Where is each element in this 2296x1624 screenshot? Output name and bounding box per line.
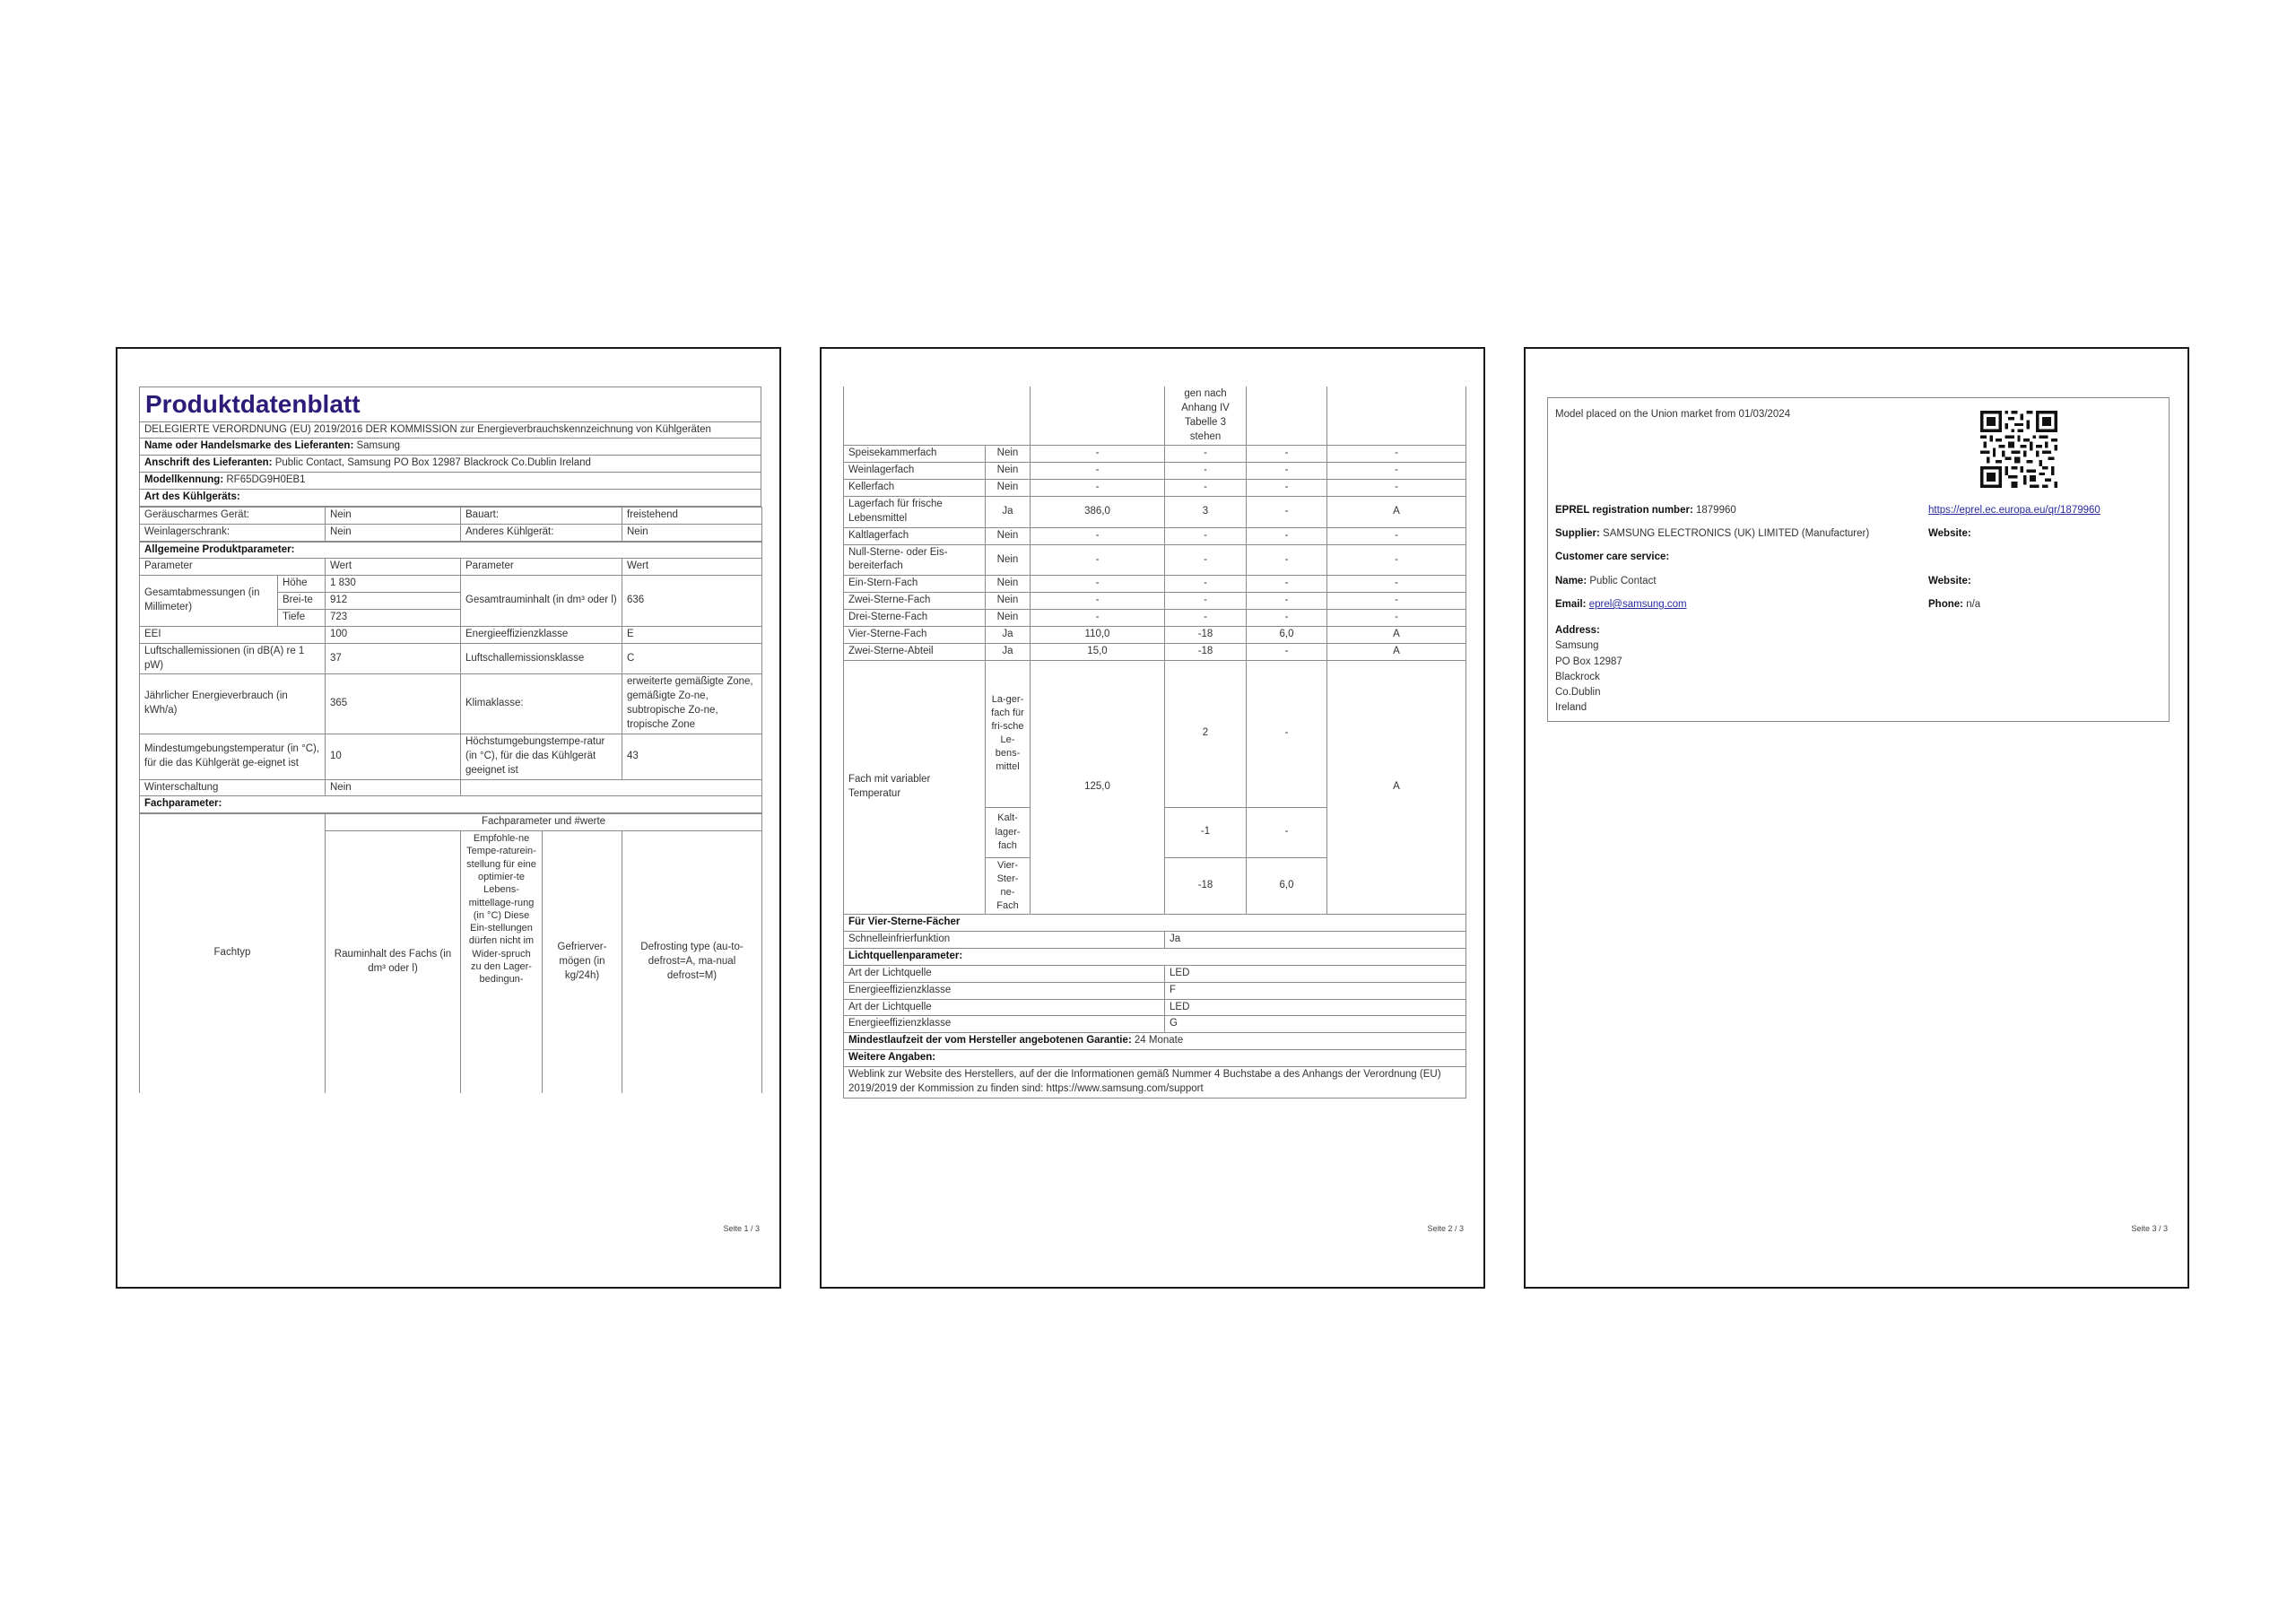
table-row bbox=[844, 576, 1466, 593]
supplier-row bbox=[1555, 528, 1869, 539]
table-row bbox=[844, 626, 1466, 643]
address-line: Blackrock bbox=[1555, 671, 1600, 682]
table-row bbox=[844, 965, 1466, 982]
table-row bbox=[844, 660, 1466, 807]
cell: Ja bbox=[1165, 932, 1466, 949]
cell: - bbox=[1247, 807, 1327, 857]
cell: Nein bbox=[986, 576, 1031, 593]
compartment-params-header: Fachparameter: bbox=[140, 796, 762, 813]
column-header: Rauminhalt des Fachs (in dm³ oder l) bbox=[326, 831, 461, 1093]
table-row bbox=[844, 497, 1466, 528]
cell: 386,0 bbox=[1031, 497, 1165, 528]
address-line: Samsung bbox=[1555, 640, 1599, 652]
cell bbox=[1247, 386, 1327, 446]
supplier-value: SAMSUNG ELECTRONICS (UK) LIMITED (Manufacturer) bbox=[1603, 528, 1870, 539]
cell: Weinlagerfach bbox=[844, 463, 986, 480]
cell: Höchstumgebungstempe-ratur (in °C), für die das Kühlgerät geeignet ist bbox=[461, 734, 622, 779]
cell: Vier-Sterne-Fach bbox=[844, 626, 986, 643]
qr-code-icon bbox=[1980, 411, 2057, 488]
cell: Zwei-Sterne-Abteil bbox=[844, 643, 986, 660]
cell: Nein bbox=[326, 779, 461, 796]
column-header: Wert bbox=[326, 559, 461, 576]
cell: 1 830 bbox=[326, 576, 461, 593]
cell: Klimaklasse: bbox=[461, 674, 622, 734]
cell: Energieeffizienzklasse bbox=[461, 626, 622, 643]
cell: Art der Lichtquelle bbox=[844, 965, 1165, 982]
warranty-row bbox=[844, 1033, 1466, 1050]
cell: - bbox=[1247, 593, 1327, 610]
table-row bbox=[844, 999, 1466, 1016]
cell: - bbox=[1165, 593, 1247, 610]
cell: - bbox=[1247, 480, 1327, 497]
cell: erweiterte gemäßigte Zone, gemäßigte Zo-ne, subtropische Zo-ne, tropische Zone bbox=[622, 674, 762, 734]
address-line: Co.Dublin bbox=[1555, 687, 1601, 698]
cell: 10 bbox=[326, 734, 461, 779]
cell: F bbox=[1165, 982, 1466, 999]
column-header: Parameter bbox=[140, 559, 326, 576]
cell bbox=[461, 779, 762, 796]
supplier-value: Samsung bbox=[356, 440, 401, 452]
cell: Kalt-lager-fach bbox=[986, 807, 1031, 857]
table-row bbox=[140, 779, 762, 796]
table-row bbox=[844, 982, 1466, 999]
cell: 2 bbox=[1165, 660, 1247, 807]
column-header: Parameter bbox=[461, 559, 622, 576]
cell: - bbox=[1247, 527, 1327, 544]
page-number: Seite 1 / 3 bbox=[723, 1224, 760, 1233]
warranty-value: 24 Monate bbox=[1134, 1035, 1184, 1046]
cell: Energieeffizienzklasse bbox=[844, 982, 1165, 999]
contact-name-label: Name: bbox=[1555, 576, 1587, 586]
model-row bbox=[140, 473, 761, 490]
cell: - bbox=[1247, 544, 1327, 576]
cell: - bbox=[1165, 480, 1247, 497]
cell: - bbox=[1165, 544, 1247, 576]
contact-name-value: Public Contact bbox=[1589, 576, 1657, 586]
cell: - bbox=[1327, 610, 1466, 627]
cell: 100 bbox=[326, 626, 461, 643]
table-row bbox=[844, 463, 1466, 480]
address-row bbox=[140, 456, 761, 473]
four-star-header: Für Vier-Sterne-Fächer bbox=[844, 915, 1466, 932]
cell: - bbox=[1031, 463, 1165, 480]
cell: - bbox=[1247, 446, 1327, 463]
cell: Höhe bbox=[278, 576, 326, 593]
cell: Energieeffizienzklasse bbox=[844, 1016, 1165, 1033]
eprel-row bbox=[1555, 505, 1736, 516]
cell: Nein bbox=[986, 446, 1031, 463]
cell: Nein bbox=[986, 593, 1031, 610]
cell: - bbox=[1031, 593, 1165, 610]
appliance-type-table bbox=[139, 507, 762, 542]
cell: Ein-Stern-Fach bbox=[844, 576, 986, 593]
table-row bbox=[140, 507, 762, 524]
cell: - bbox=[1031, 610, 1165, 627]
column-header: Empfohle-ne Tempe-raturein-stellung für eine optimier-te Lebens-mittellage-rung (in °C) Diese Ein-stellungen dürfen nicht im Wider-spruch zu den Lager-bedingun- bbox=[461, 831, 543, 1093]
cell: Zwei-Sterne-Fach bbox=[844, 593, 986, 610]
cell: - bbox=[1327, 593, 1466, 610]
cell: - bbox=[1327, 463, 1466, 480]
cell: - bbox=[1327, 446, 1466, 463]
cell: 6,0 bbox=[1247, 857, 1327, 915]
table-row bbox=[844, 446, 1466, 463]
cell: Lagerfach für frische Lebensmittel bbox=[844, 497, 986, 528]
cell bbox=[844, 386, 1031, 446]
model-label: Modellkennung: bbox=[144, 474, 224, 486]
table-row bbox=[140, 524, 762, 541]
cell: LED bbox=[1165, 999, 1466, 1016]
cell: 15,0 bbox=[1031, 643, 1165, 660]
cell: A bbox=[1327, 497, 1466, 528]
compartment-type-label: Fachtyp bbox=[140, 814, 326, 1093]
compartment-group-header: Fachparameter und #werte bbox=[326, 814, 762, 831]
column-header: Gefrierver-mögen (in kg/24h) bbox=[543, 831, 622, 1093]
cell: Ja bbox=[986, 643, 1031, 660]
cell: - bbox=[1031, 480, 1165, 497]
cell: - bbox=[1165, 576, 1247, 593]
variable-defrost: A bbox=[1327, 660, 1466, 915]
address-line: Ireland bbox=[1555, 702, 1587, 714]
cell: Drei-Sterne-Fach bbox=[844, 610, 986, 627]
phone-label: Phone: bbox=[1928, 599, 1963, 610]
cell: - bbox=[1247, 660, 1327, 807]
cell: Ja bbox=[986, 497, 1031, 528]
page-2 bbox=[820, 347, 1485, 1289]
light-source-header: Lichtquellenparameter: bbox=[844, 949, 1466, 966]
cell: G bbox=[1165, 1016, 1466, 1033]
compartment-table bbox=[843, 386, 1466, 915]
cell bbox=[1327, 386, 1466, 446]
email-row bbox=[1555, 599, 1687, 610]
cell: Speisekammerfach bbox=[844, 446, 986, 463]
column-header: Wert bbox=[622, 559, 762, 576]
cell: E bbox=[622, 626, 762, 643]
cell: Anderes Kühlgerät: bbox=[461, 524, 622, 541]
more-info-text: Weblink zur Website des Herstellers, auf der die Informationen gemäß Nummer 4 Buchstabe a des Anhangs der Verordnung (EU) 2019/2019 der Kommission zu finden sind: https://www.samsung.com/support bbox=[844, 1067, 1466, 1099]
address-line: PO Box 12987 bbox=[1555, 656, 1622, 667]
cell: Bauart: bbox=[461, 507, 622, 524]
cell: - bbox=[1247, 576, 1327, 593]
cell: - bbox=[1247, 610, 1327, 627]
page-number: Seite 2 / 3 bbox=[1427, 1224, 1464, 1233]
phone-row bbox=[1928, 599, 1980, 610]
continued-header-text: gen nach Anhang IV Tabelle 3 stehen bbox=[1165, 386, 1247, 446]
eprel-info-box bbox=[1547, 397, 2170, 722]
cell: Vier-Ster-ne-Fach bbox=[986, 857, 1031, 915]
phone-value: n/a bbox=[1966, 599, 1981, 610]
cell: freistehend bbox=[622, 507, 762, 524]
cell: 37 bbox=[326, 643, 461, 674]
page-number: Seite 3 / 3 bbox=[2131, 1224, 2168, 1233]
cell: La-ger-fach für fri-sche Le-bens-mittel bbox=[986, 660, 1031, 807]
address-block bbox=[1555, 623, 1622, 716]
market-placement-text: Model placed on the Union market from 01/03/2024 bbox=[1555, 409, 1791, 420]
cell: - bbox=[1327, 527, 1466, 544]
page-1 bbox=[116, 347, 781, 1289]
light-source-table bbox=[843, 914, 1466, 1098]
table-header-row bbox=[140, 559, 762, 576]
cell: - bbox=[1031, 446, 1165, 463]
cell: - bbox=[1247, 497, 1327, 528]
cell: -18 bbox=[1165, 643, 1247, 660]
table-row bbox=[140, 674, 762, 734]
address-label: Anschrift des Lieferanten: bbox=[144, 457, 273, 469]
website-label-2: Website: bbox=[1928, 576, 1971, 586]
model-value: RF65DG9H0EB1 bbox=[226, 474, 306, 486]
cell: Kaltlagerfach bbox=[844, 527, 986, 544]
cell: LED bbox=[1165, 965, 1466, 982]
cell: Luftschallemissionsklasse bbox=[461, 643, 622, 674]
cell: - bbox=[1031, 576, 1165, 593]
cell: - bbox=[1247, 643, 1327, 660]
cell: 365 bbox=[326, 674, 461, 734]
supplier-label: Supplier: bbox=[1555, 528, 1600, 539]
cell: - bbox=[1327, 544, 1466, 576]
cell: Brei-te bbox=[278, 593, 326, 610]
cell: - bbox=[1165, 610, 1247, 627]
cell: 6,0 bbox=[1247, 626, 1327, 643]
cell: 912 bbox=[326, 593, 461, 610]
cell: Art der Lichtquelle bbox=[844, 999, 1165, 1016]
contact-name-row bbox=[1555, 576, 1657, 586]
cell: Schnelleinfrierfunktion bbox=[844, 932, 1165, 949]
eprel-value: 1879960 bbox=[1696, 505, 1736, 516]
cell: Null-Sterne- oder Eis-bereiterfach bbox=[844, 544, 986, 576]
variable-volume: 125,0 bbox=[1031, 660, 1165, 915]
supplier-row bbox=[140, 439, 761, 456]
email-label: Email: bbox=[1555, 599, 1587, 610]
table-row bbox=[844, 480, 1466, 497]
cell: Nein bbox=[986, 544, 1031, 576]
table-row bbox=[844, 593, 1466, 610]
cell: Ja bbox=[986, 626, 1031, 643]
table-row bbox=[844, 386, 1466, 446]
cell: 3 bbox=[1165, 497, 1247, 528]
cell: Tiefe bbox=[278, 610, 326, 627]
cell: - bbox=[1031, 544, 1165, 576]
warranty-label: Mindestlaufzeit der vom Hersteller angebotenen Garantie: bbox=[848, 1035, 1132, 1046]
cell: Nein bbox=[326, 507, 461, 524]
cell: Luftschallemissionen (in dB(A) re 1 pW) bbox=[140, 643, 326, 674]
page-3 bbox=[1524, 347, 2189, 1289]
cell: Jährlicher Energieverbrauch (in kWh/a) bbox=[140, 674, 326, 734]
cell: A bbox=[1327, 626, 1466, 643]
eprel-label: EPREL registration number: bbox=[1555, 505, 1693, 516]
table-row bbox=[844, 610, 1466, 627]
table-row bbox=[844, 1016, 1466, 1033]
table-row bbox=[140, 576, 762, 593]
regulation-subtitle: DELEGIERTE VERORDNUNG (EU) 2019/2016 DER KOMMISSION zur Energieverbrauchskennzeichnung von Kühlgeräten bbox=[140, 421, 761, 439]
compartment-header-table bbox=[139, 813, 762, 1092]
cell: - bbox=[1327, 576, 1466, 593]
cell: Weinlagerschrank: bbox=[140, 524, 326, 541]
cell: - bbox=[1165, 446, 1247, 463]
cell: Nein bbox=[986, 610, 1031, 627]
cell: Geräuscharmes Gerät: bbox=[140, 507, 326, 524]
cell: - bbox=[1165, 527, 1247, 544]
supplier-label: Name oder Handelsmarke des Lieferanten: bbox=[144, 440, 354, 452]
cell: Mindestumgebungstemperatur (in °C), für die das Kühlgerät ge-eignet ist bbox=[140, 734, 326, 779]
cell: C bbox=[622, 643, 762, 674]
general-params-header: Allgemeine Produktparameter: bbox=[140, 542, 762, 559]
customer-care-label: Customer care service: bbox=[1555, 551, 1670, 562]
cell: Nein bbox=[986, 463, 1031, 480]
table-row bbox=[140, 643, 762, 674]
cell: 723 bbox=[326, 610, 461, 627]
more-info-header: Weitere Angaben: bbox=[844, 1050, 1466, 1067]
cell: 43 bbox=[622, 734, 762, 779]
document-title: Produktdatenblatt bbox=[140, 387, 761, 422]
table-row bbox=[844, 643, 1466, 660]
general-params-table bbox=[139, 542, 762, 814]
column-header: Defrosting type (au-to-defrost=A, ma-nual defrost=M) bbox=[622, 831, 762, 1093]
cell: Nein bbox=[326, 524, 461, 541]
eprel-link[interactable]: https://eprel.ec.europa.eu/qr/1879960 bbox=[1928, 505, 2100, 516]
appliance-type-header: Art des Kühlgeräts: bbox=[140, 490, 761, 507]
cell: -1 bbox=[1165, 807, 1247, 857]
website-label: Website: bbox=[1928, 528, 1971, 539]
volume-label: Gesamtrauminhalt (in dm³ oder l) bbox=[461, 576, 622, 627]
cell: EEI bbox=[140, 626, 326, 643]
cell: - bbox=[1247, 463, 1327, 480]
cell: -18 bbox=[1165, 857, 1247, 915]
cell: Nein bbox=[622, 524, 762, 541]
header-table bbox=[139, 386, 761, 507]
table-row bbox=[844, 932, 1466, 949]
table-row bbox=[140, 626, 762, 643]
cell: -18 bbox=[1165, 626, 1247, 643]
table-row bbox=[140, 814, 762, 831]
address-label: Address: bbox=[1555, 625, 1600, 636]
table-row bbox=[140, 734, 762, 779]
cell: Nein bbox=[986, 527, 1031, 544]
table-row bbox=[844, 527, 1466, 544]
cell: - bbox=[1165, 463, 1247, 480]
volume-value: 636 bbox=[622, 576, 762, 627]
dimensions-label: Gesamtabmessungen (in Millimeter) bbox=[140, 576, 278, 627]
cell: 110,0 bbox=[1031, 626, 1165, 643]
table-row bbox=[844, 544, 1466, 576]
address-value: Public Contact, Samsung PO Box 12987 Blackrock Co.Dublin Ireland bbox=[274, 457, 591, 469]
cell: A bbox=[1327, 643, 1466, 660]
cell: Kellerfach bbox=[844, 480, 986, 497]
cell: Winterschaltung bbox=[140, 779, 326, 796]
cell: Nein bbox=[986, 480, 1031, 497]
cell: - bbox=[1031, 527, 1165, 544]
cell: - bbox=[1327, 480, 1466, 497]
variable-compartment-label: Fach mit variabler Temperatur bbox=[844, 660, 986, 915]
cell bbox=[1031, 386, 1165, 446]
email-link[interactable]: eprel@samsung.com bbox=[1588, 599, 1687, 610]
